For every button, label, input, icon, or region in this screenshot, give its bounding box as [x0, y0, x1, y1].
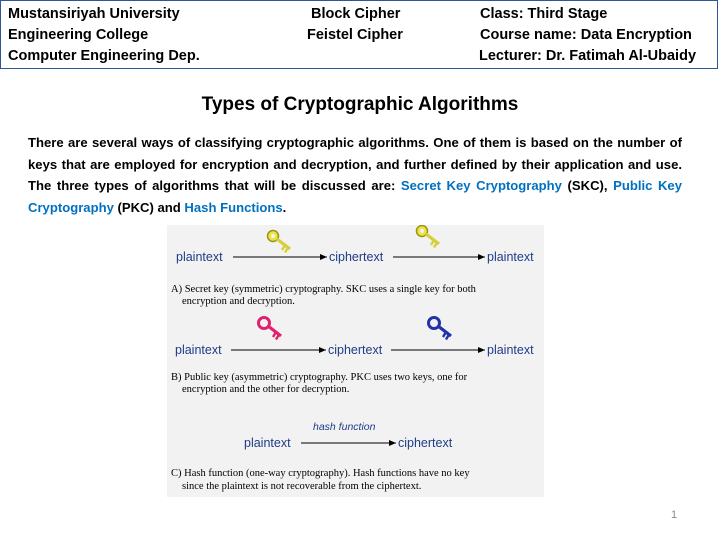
- pkc-term: Public Key Cryptography: [28, 178, 682, 215]
- lecturer-name: Lecturer: Dr. Fatimah Al-Ubaidy: [479, 48, 697, 64]
- crypto-types-figure: [167, 225, 544, 497]
- slide-header: [0, 0, 718, 69]
- intro-text: There are several ways of classifying cryptographic algorithms. One of them is based on the number of keys that are employed for encryption and decryption, and further defined by their application and use. The three types of algorithms that will be discussed are:: [28, 135, 682, 193]
- course-name: Course name: Data Encryption: [480, 27, 692, 43]
- skc-abbr: (SKC),: [561, 178, 614, 193]
- a-plaintext-in: plaintext: [176, 250, 223, 264]
- a-plaintext-out: plaintext: [487, 250, 534, 264]
- a-ciphertext: ciphertext: [329, 250, 384, 264]
- b-caption-line1: B) Public key (asymmetric) cryptography. PKC uses two keys, one for: [171, 372, 468, 383]
- b-ciphertext: ciphertext: [328, 343, 383, 357]
- c-caption-line2: since the plaintext is not recoverable from the ciphertext.: [182, 481, 422, 492]
- public-key-icon: [259, 318, 282, 340]
- hash-term: Hash Functions: [184, 199, 283, 215]
- a-caption-line1: A) Secret key (symmetric) cryptography. SKC uses a single key for both: [171, 284, 476, 295]
- topic-feistel-cipher: Feistel Cipher: [307, 27, 403, 43]
- class-stage: Class: Third Stage: [480, 6, 608, 22]
- page-number: 1: [670, 509, 678, 521]
- university-name: Mustansiriyah University: [8, 6, 180, 22]
- paragraph-end: .: [282, 199, 287, 215]
- topic-block-cipher: Block Cipher: [311, 6, 401, 22]
- c-ciphertext: ciphertext: [398, 436, 453, 450]
- slide-title: Types of Cryptographic Algorithms: [201, 94, 519, 115]
- college-name: Engineering College: [8, 27, 149, 43]
- department-name: Computer Engineering Dep.: [8, 48, 200, 64]
- b-plaintext-out: plaintext: [487, 343, 534, 357]
- pkc-abbr: (PKC) and: [113, 199, 185, 215]
- secret-key-icon-1: [268, 231, 291, 253]
- skc-term: Secret Key Cryptography: [400, 178, 562, 193]
- b-plaintext-in: plaintext: [175, 343, 222, 357]
- c-hash-label: hash function: [313, 421, 376, 433]
- a-caption-line2: encryption and decryption.: [182, 296, 295, 307]
- intro-paragraph: [28, 132, 682, 218]
- c-plaintext: plaintext: [244, 436, 291, 450]
- private-key-icon: [429, 318, 452, 340]
- secret-key-icon-2: [417, 226, 440, 248]
- c-caption-line1: C) Hash function (one-way cryptography). Hash functions have no key: [171, 468, 470, 479]
- b-caption-line2: encryption and the other for decryption.: [182, 384, 350, 395]
